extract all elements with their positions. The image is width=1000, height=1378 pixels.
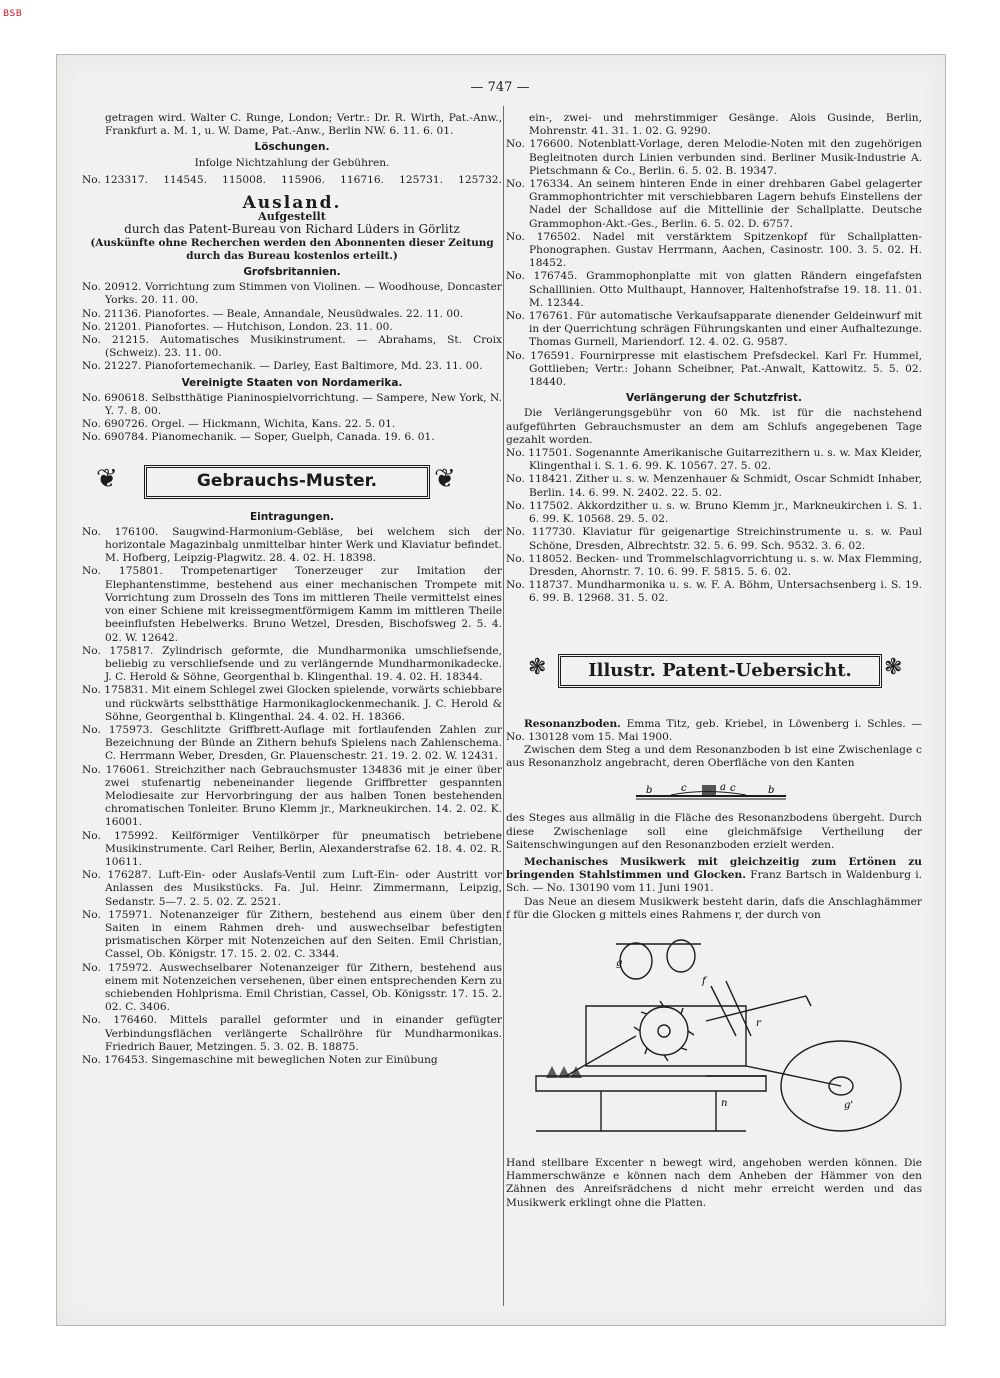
us-heading: Vereinigte Staaten von Nordamerika.: [181, 376, 403, 389]
gebrauchsmuster-banner: [82, 459, 502, 503]
fig-label: g: [616, 957, 623, 969]
fig-label: a: [720, 782, 726, 794]
list-item: No. 117502. Akkordzither u. s. w. Bruno Klemm jr., Markneukirchen i. S. 1. 6. 99. K. 10568. 29. 5. 02.: [506, 499, 922, 526]
ornament-left-icon: ❃: [528, 654, 547, 680]
list-item: No. 176591. Fournirpresse mit elastischem Prefsdeckel. Karl Fr. Hummel, Gottlieben; Vertr.: Johann Scheibner, Pat.-Anwalt, Kattowitz. 5. 5. 02. 18440.: [506, 349, 922, 389]
musikwerk-figure: [506, 926, 922, 1151]
list-item: No. 690726. Orgel. — Hickmann, Wichita, Kans. 22. 5. 01.: [82, 418, 396, 431]
verlaengerung-text: Die Verlängerungsgebühr von 60 Mk. ist für die nachstehend aufgeführten Gebrauchsmuster an dem am Schlufs angegebenen Tage gezahlt worden.: [506, 407, 922, 446]
fig-label: b: [768, 785, 775, 797]
eintragungen-heading: Eintragungen.: [249, 510, 335, 523]
ausland-heading: Ausland.: [242, 193, 342, 214]
fig-label: b: [646, 785, 653, 797]
list-item: No. 176287. Luft-Ein- oder Auslafs-Ventil zum Luft-Ein- oder Austritt vor Anlassen des Musikstücks. Fa. Jul. Heinr. Zimmermann, Leipzig, Sedanstr. 5—7. 2. 5. 02. Z. 2521.: [82, 869, 502, 908]
list-item: No. 118052. Becken- und Trommelschlagvorrichtung u. s. w. Max Flemming, Dresden, Ahornstr. 7. 10. 6. 99. F. 5815. 5. 6. 02.: [506, 552, 922, 578]
resonanz-heading: Resonanzboden.: [524, 717, 621, 730]
loeschung-number: 115906.: [281, 173, 325, 186]
list-item: No. 175801. Trompetenartiger Tonerzeuger zur Imitation der Elephantenstimme, bestehend aus einer mechanischen Trompete mit Vorrichtung zum Drosseln des Tons im mittleren Theile vermittelst eines von einer Schiene mit kreissegmentförmigem Kamm im mittleren Theile beeinflufsten Hebelwerks. Bruno Wetzel, Dresden, Bischofsweg 2. 5. 4. 02. W. 12642.: [82, 565, 502, 644]
list-item: No. 175831. Mit einem Schlegel zwei Glocken spielende, vorwärts schiebbare und rückwärts selbstthätige Harmonikaglockenmechanik. J. C. Herold & Söhne, Georgenthal b. Klingenthal. 24. 4. 02. H. 18366.: [82, 684, 502, 723]
loeschungen-text: Infolge Nichtzahlung der Gebühren.: [194, 156, 390, 169]
list-item: No. 690618. Selbstthätige Pianinospielvorrichtung. — Sampere, New York, N. Y. 7. 8. 00.: [82, 391, 502, 418]
illustr-title: Illustr. Patent-Uebersicht.: [558, 654, 882, 688]
fig-label: f: [702, 975, 706, 987]
illustr-banner: [506, 648, 922, 692]
list-item: No. 175992. Keilförmiger Ventilkörper für pneumatisch betriebene Musikinstrumente. Carl Reiher, Berlin, Alexanderstrafse 62. 18. 4. 02. R. 10611.: [82, 829, 502, 868]
continuation-text: ein-, zwei- und mehrstimmiger Gesänge. Alois Gusinde, Berlin, Mohrenstr. 41. 31. 1. 02. G. 9290.: [529, 112, 922, 138]
musikwerk-patent: Franz Bartsch in Waldenburg i. Sch. — No. 130190 vom 11. Juni 1901.: [506, 869, 923, 895]
loeschung-number: No. 123317.: [82, 173, 149, 186]
resonanz-text-2: des Steges aus allmälig in die Fläche des Resonanzbodens übergeht. Durch diese Zwischenlage soll eine gleichmäfsige Vertheilung der Saitenschwingungen auf den Resonanzboden erzielt werden.: [506, 812, 922, 851]
list-item: No. 175973. Geschlitzte Griffbrett-Auflage mit fortlaufenden Zahlen zur Bezeichnung der Bünde an Zithern behufs Spielens nach Zahlenschema. C. Herrmann Weber, Dresden, Gr. Plauenschestr. 21. 19. 2. 02. W. 12431.: [82, 723, 502, 763]
loeschungen-heading: Löschungen.: [254, 141, 330, 154]
intro-text: getragen wird. Walter C. Runge, London; Vertr.: Dr. R. Wirth, Pat.-Anw., Frankfurt a. M. 1, u. W. Dame, Pat.-Anw., Berlin NW. 6. 11. 6. 01.: [105, 112, 502, 138]
musikwerk-text-2: Hand stellbare Excenter n bewegt wird, angehoben werden können. Die Hammerschwänze e können nach dem Anheben der Hämmer von den Zähnen des Anreifsrädchens d nicht mehr erreicht werden und das Musikwerk erklingt ohne die Platten.: [506, 1156, 922, 1209]
list-item: No. 21215. Automatisches Musikinstrument. — Abrahams, St. Croix (Schweiz). 23. 11. 00.: [82, 334, 502, 360]
list-item: No. 176761. Für automatische Verkaufsapparate dienender Geldeinwurf mit in der Querrichtung schrägen Führungskanten und einer Aufhaltezunge. Thomas Gurnell, Mariendorf. 12. 4. 02. G. 9587.: [506, 310, 922, 349]
fig-label: c: [730, 783, 736, 795]
ornament-right-icon: ❃: [884, 654, 903, 680]
list-item: No. 176061. Streichzither nach Gebrauchsmuster 134836 mit je einer über zwei stufenartig nebeneinander liegende Griffbretter gespannten Melodiesaite zur Hervorbringung der aus halben Tonen bestehenden chromatischen Tonleiter. Bruno Klemm jr., Markneukirchen. 14. 2. 02. K. 16001.: [82, 763, 502, 829]
bureau-line: durch das Patent-Bureau von Richard Lüders in Görlitz: [124, 222, 460, 237]
left-column: [82, 112, 502, 1067]
list-item: No. 118421. Zither u. s. w. Menzenhauer & Schmidt, Oscar Schmidt Inhaber, Berlin. 14. 6. 99. N. 2402. 22. 5. 02.: [506, 473, 922, 499]
gb-heading: Grofsbritannien.: [243, 266, 341, 279]
gebrauchsmuster-title: Gebrauchs-Muster.: [144, 465, 430, 499]
loeschungen-numbers: [82, 174, 502, 187]
list-item: No. 20912. Vorrichtung zum Stimmen von Violinen. — Woodhouse, Doncaster Yorks. 20. 11. 00.: [82, 281, 502, 307]
resonanzboden-figure: [506, 774, 922, 806]
fig-label: g': [844, 1099, 854, 1111]
loeschung-number: 115008.: [222, 173, 266, 186]
list-item: No. 21201. Pianofortes. — Hutchison, London. 23. 11. 00.: [82, 320, 393, 333]
ornament-right-icon: ❦: [434, 463, 456, 494]
musikwerk-text: Das Neue an diesem Musikwerk besteht darin, dafs die Anschlaghämmer f für die Glocken g mittels eines Rahmens r, der durch von: [506, 895, 922, 921]
list-item: No. 117501. Sogenannte Amerikanische Guitarrezithern u. s. w. Max Kleider, Klingenthal i. S. 1. 6. 99. K. 10567. 27. 5. 02.: [506, 447, 922, 473]
resonanzboden-diagram: [506, 774, 922, 806]
musikwerk-diagram: [506, 926, 922, 1151]
list-item: No. 21136. Pianofortes. — Beale, Annandale, Neusüdwales. 22. 11. 00.: [82, 307, 464, 320]
resonanz-patent: Emma Titz, geb. Kriebel, in Löwenberg i. Schles. — No. 130128 vom 15. Mai 1900.: [506, 717, 922, 743]
musikwerk-heading: Mechanisches Musikwerk mit gleichzeitig zum Ertönen zu bringenden Stahlstimmen und Glocken.: [506, 855, 922, 882]
list-item: No. 175971. Notenanzeiger für Zithern, bestehend aus einem über den Saiten in einem Rahmen dreh- und auswechselbar befestigten prismatischen Körper mit Notenzeichen auf den Seiten. Emil Christian, Cassel, Ob. Königstr. 17. 15. 2. 02. C. 3344.: [82, 908, 502, 961]
auskuenfte-note: (Auskünfte ohne Recherchen werden den Abonnenten dieser Zeitung durch das Bureau kostenlos erteilt.): [90, 236, 494, 262]
list-item: No. 690784. Pianomechanik. — Soper, Guelph, Canada. 19. 6. 01.: [82, 431, 435, 444]
list-item: No. 175817. Zylindrisch geformte, die Mundharmonika umschliefsende, beliebig zu verschliefsende und zu verlängernde Mundharmonikadecke. J. C. Herold & Söhne, Georgenthal b. Klingenthal. 19. 4. 02. H. 18344.: [82, 644, 502, 684]
loeschung-number: 125731.: [399, 173, 443, 186]
fig-label: n: [721, 1097, 728, 1109]
watermark-label: BSB: [3, 9, 23, 19]
loeschung-number: 114545.: [163, 173, 207, 186]
list-item: No. 176745. Grammophonplatte mit von glatten Rändern eingefafsten Schalllinien. Otto Multhaupt, Hannover, Haltenhofstrafse 19. 18. 11. 01. M. 12344.: [506, 270, 922, 309]
list-item: No. 176600. Notenblatt-Vorlage, deren Melodie-Noten mit den zugehörigen Begleitnoten durch Linien verbunden sind. Berliner Musik-Industrie A. Pietschmann & Co., Berlin. 6. 5. 02. B. 19347.: [506, 138, 922, 177]
list-item: No. 118737. Mundharmonika u. s. w. F. A. Böhm, Untersachsenberg i. S. 19. 6. 99. B. 12968. 31. 5. 02.: [506, 579, 922, 605]
right-column: [506, 112, 922, 1210]
loeschung-number: 116716.: [340, 173, 384, 186]
page-number: — 747 —: [470, 80, 530, 95]
list-item: No. 176334. An seinem hinteren Ende in einer drehbaren Gabel gelagerter Grammophontrichter mit verschiebbaren Lagern behufs Einstellens der Nadel der Schalldose auf die Mittellinie der Schallplatte. Deutsche Grammophon-Akt.-Ges., Berlin. 6. 5. 02. D. 6757.: [506, 178, 922, 230]
list-item: No. 176100. Saugwind-Harmonium-Gebläse, bei welchem sich der horizontale Magazinbalg unmittelbar hinter Werk und Klaviatur befindet. M. Hofberg, Leipzig-Plagwitz. 28. 4. 02. H. 18398.: [82, 525, 502, 565]
list-item: No. 175972. Auswechselbarer Notenanzeiger für Zithern, bestehend aus einem mit Notenzeichen versehenen, über einen entsprechenden Kern zu schiebenden Hohlprisma. Emil Christian, Cassel, Ob. Königsstr. 17. 15. 2. 02. C. 3406.: [82, 961, 502, 1014]
list-item: No. 117730. Klaviatur für geigenartige Streichinstrumente u. s. w. Paul Schöne, Dresden, Albrechtstr. 32. 5. 6. 99. Sch. 9532. 3. 6. 02.: [506, 526, 922, 552]
musikwerk-paragraph: [506, 856, 922, 896]
fig-label: r: [756, 1017, 761, 1029]
list-item: No. 176453. Singemaschine mit beweglichen Noten zur Einübung: [82, 1054, 438, 1066]
list-item: No. 176502. Nadel mit verstärktem Spitzenkopf für Schallplatten-Phonographen. Gustav Herrmann, Aachen, Casinostr. 100. 3. 5. 02. H. 18452.: [506, 230, 922, 270]
aufgestellt-label: Aufgestellt: [258, 210, 326, 224]
list-item: No. 21227. Pianofortemechanik. — Darley, East Baltimore, Md. 23. 11. 00.: [82, 360, 483, 373]
resonanz-paragraph: [506, 718, 922, 744]
fig-label: c: [681, 783, 687, 795]
resonanz-text: Zwischen dem Steg a und dem Resonanzboden b ist eine Zwischenlage c aus Resonanzholz angebracht, deren Oberfläche von den Kanten: [506, 743, 922, 770]
list-item: No. 176460. Mittels parallel geformter und in einander gefügter Verbindungsflächen verlängerte Schallröhre für Mundharmonikas. Friedrich Bauer, Metzingen. 5. 3. 02. B. 18875.: [82, 1014, 502, 1053]
loeschung-number: 125732.: [458, 173, 502, 186]
ornament-left-icon: ❦: [96, 463, 118, 494]
column-divider: [503, 106, 504, 1306]
verlaengerung-heading: Verlängerung der Schutzfrist.: [626, 392, 802, 405]
